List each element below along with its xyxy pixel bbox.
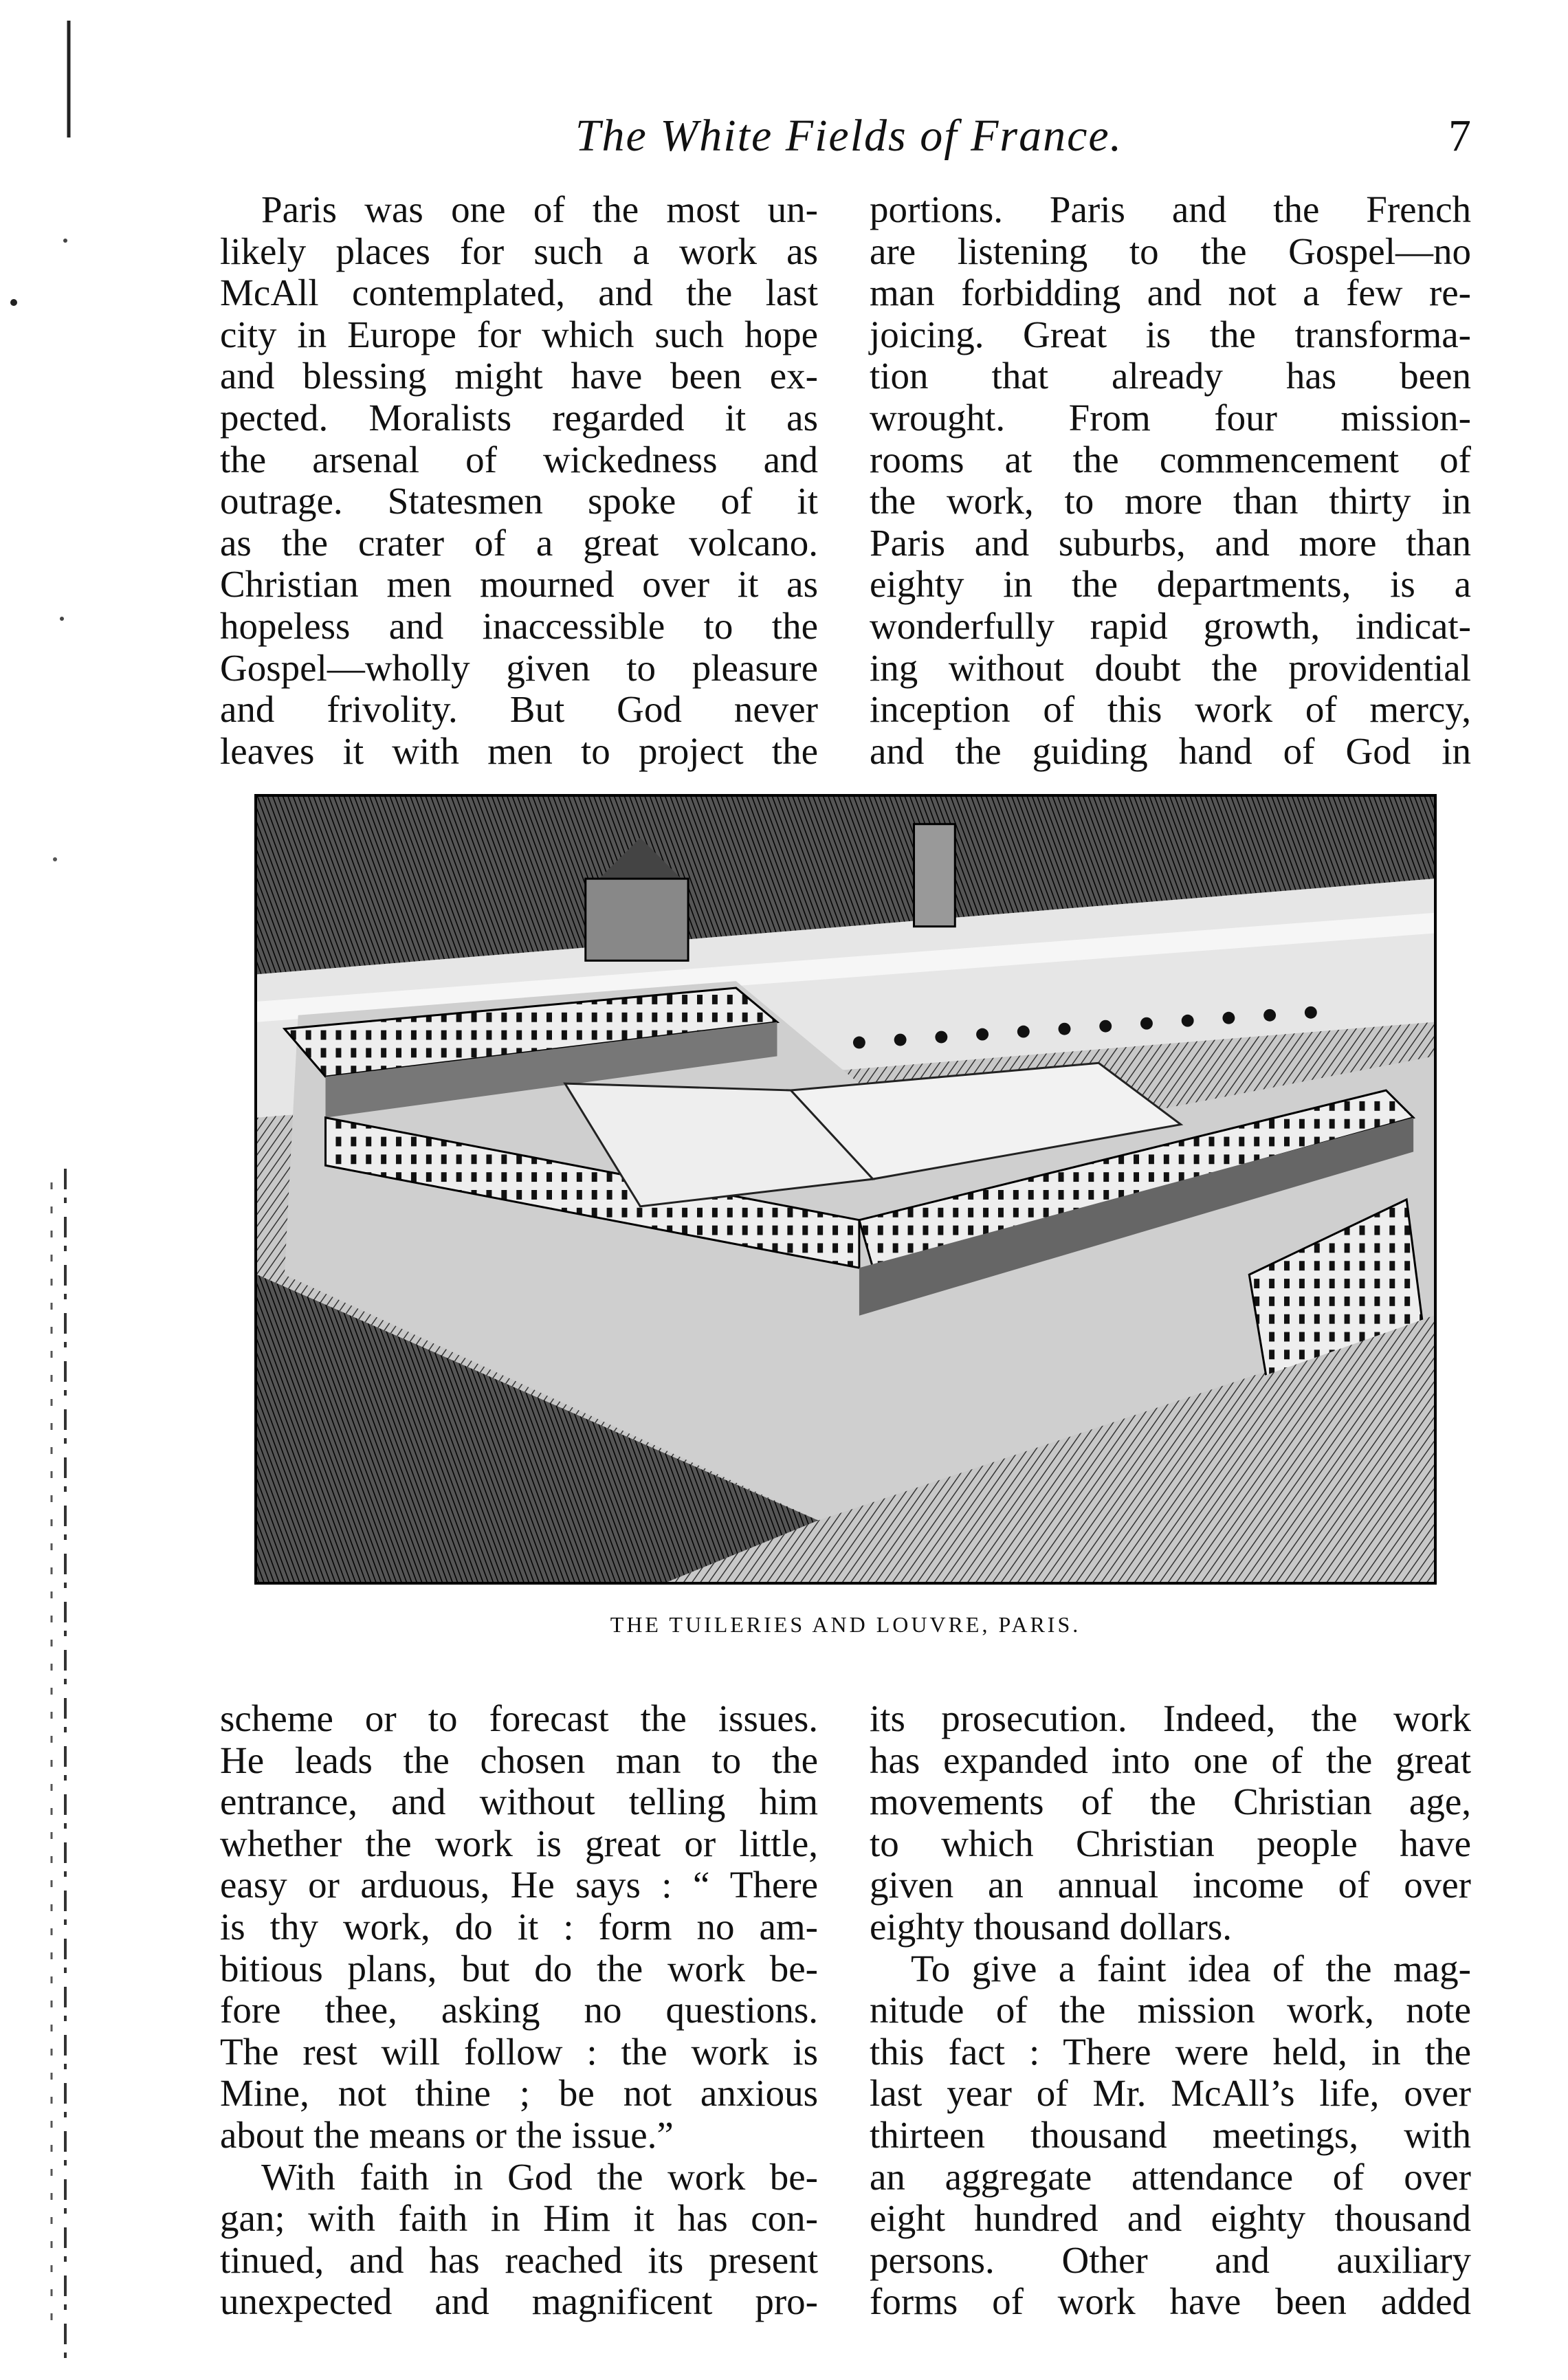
text-line: gan; with faith in Him it has con- [220, 2197, 818, 2240]
text-line: easy or arduous, He says : “ There [220, 1864, 818, 1906]
text-line: and blessing might have been ex- [220, 355, 818, 397]
text-line: movements of the Christian age, [870, 1781, 1471, 1823]
text-line: forms of work have been added [870, 2280, 1471, 2323]
text-line: ing without doubt the providential [870, 646, 1471, 689]
text-line: hopeless and inaccessible to the [220, 604, 818, 647]
text-line: an aggregate attendance of over [870, 2155, 1471, 2198]
text-line: are listening to the Gospel—no [870, 230, 1471, 272]
text-line: city in Europe for which such hope [220, 313, 818, 355]
text-line: entrance, and without telling him [220, 1781, 818, 1823]
text-line: persons. Other and auxiliary [870, 2238, 1471, 2281]
text-line: To give a faint idea of the mag- [911, 1947, 1471, 1990]
text-line: eighty thousand dollars. [870, 1905, 1233, 1948]
column-top-right [870, 189, 1471, 772]
page-number: 7 [1448, 111, 1471, 161]
page-binding-edge [0, 0, 103, 2377]
text-line: He leads the chosen man to the [220, 1739, 818, 1781]
text-line: man forbidding and not a few re- [870, 272, 1471, 314]
text-line: joicing. Great is the transforma- [870, 313, 1471, 355]
text-line: Gospel—wholly given to pleasure [220, 646, 818, 689]
text-line: nitude of the mission work, note [870, 1989, 1471, 2031]
text-line: eighty in the departments, is a [870, 563, 1471, 606]
text-line: unexpected and magnificent pro- [220, 2280, 818, 2323]
text-line: whether the work is great or little, [220, 1822, 818, 1864]
text-line: the work, to more than thirty in [870, 480, 1471, 522]
engraving-tuileries-louvre [254, 794, 1437, 1585]
text-line: tinued, and has reached its present [220, 2238, 818, 2281]
text-line: thirteen thousand meetings, with [870, 2113, 1471, 2156]
text-line: this fact : There were held, in the [870, 2030, 1471, 2073]
text-line: rooms at the commencement of [870, 438, 1471, 481]
text-line: scheme or to forecast the issues. [220, 1697, 818, 1739]
text-line: eight hundred and eighty thousand [870, 2197, 1471, 2240]
text-line: is thy work, do it : form no am- [220, 1905, 818, 1948]
text-line: McAll contemplated, and the last [220, 272, 818, 314]
text-line: likely places for such a work as [220, 230, 818, 272]
column-bottom-right [870, 1698, 1471, 2323]
text-line: last year of Mr. McAll’s life, over [870, 2072, 1471, 2115]
text-line: tion that already has been [870, 355, 1471, 397]
text-line: to which Christian people have [870, 1822, 1471, 1864]
text-line: wonderfully rapid growth, indicat- [870, 604, 1471, 647]
figure-caption: THE TUILERIES AND LOUVRE, PARIS. [610, 1612, 1081, 1637]
text-line: portions. Paris and the French [870, 188, 1471, 230]
text-line: leaves it with men to project the [220, 729, 818, 772]
text-line: its prosecution. Indeed, the work [870, 1697, 1471, 1739]
text-line: pected. Moralists regarded it as [220, 396, 818, 439]
text-line: Paris and suburbs, and more than [870, 521, 1471, 564]
text-line: and frivolity. But God never [220, 688, 818, 731]
column-bottom-left [220, 1698, 818, 2323]
text-line: Mine, not thine ; be not anxious [220, 2072, 818, 2115]
engraving-illustration [257, 797, 1434, 1582]
column-top-left [220, 189, 818, 772]
text-line: the arsenal of wickedness and [220, 438, 818, 481]
running-head [227, 110, 1471, 172]
text-line: Paris was one of the most un- [261, 188, 818, 230]
text-line: about the means or the issue.” [220, 2113, 674, 2156]
text-line: bitious plans, but do the work be- [220, 1947, 818, 1990]
text-line: as the crater of a great volcano. [220, 521, 818, 564]
text-line: wrought. From four mission- [870, 396, 1471, 439]
text-line: The rest will follow : the work is [220, 2030, 818, 2073]
text-line: has expanded into one of the great [870, 1739, 1471, 1781]
running-title: The White Fields of France. [575, 111, 1123, 161]
text-line: and the guiding hand of God in [870, 729, 1471, 772]
binding-edge-marks [0, 0, 103, 2377]
text-line: Christian men mourned over it as [220, 563, 818, 606]
text-line: With faith in God the work be- [261, 2155, 818, 2198]
text-line: given an annual income of over [870, 1864, 1471, 1906]
text-line: fore thee, asking no questions. [220, 1989, 818, 2031]
text-line: outrage. Statesmen spoke of it [220, 480, 818, 522]
text-line: inception of this work of mercy, [870, 688, 1471, 731]
